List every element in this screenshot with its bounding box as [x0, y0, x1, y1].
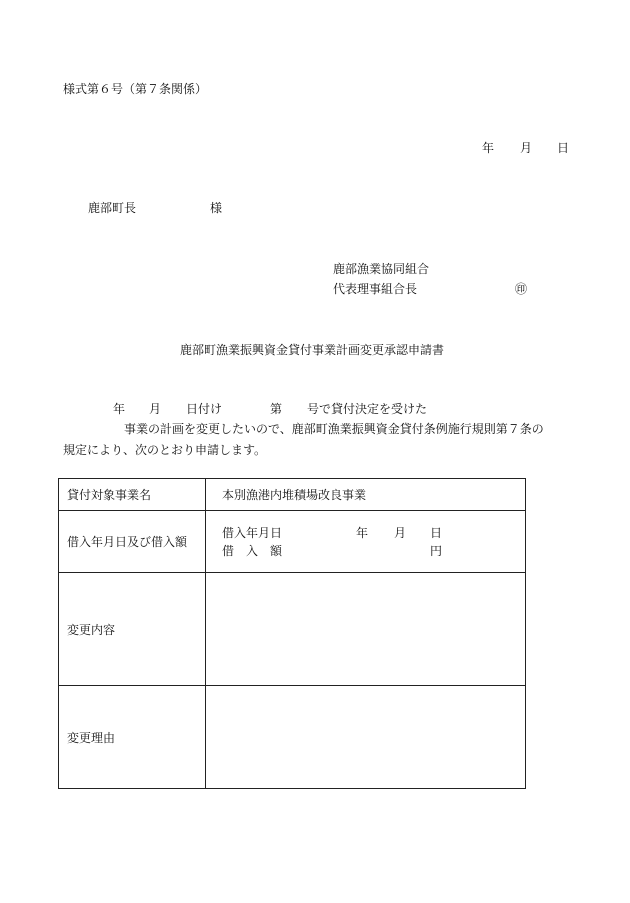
date-day: 日	[557, 141, 570, 155]
loan-amount-line	[222, 542, 525, 560]
body-line-2: 事業の計画を変更したいので、鹿部町漁業振興資金貸付条例施行規則第７条の	[124, 422, 544, 436]
loan-details	[206, 511, 526, 573]
table-row-loan	[59, 511, 526, 573]
seal-mark: ㊞	[515, 282, 528, 296]
project-label: 貸付対象事業名	[59, 479, 206, 511]
applicant-org: 鹿部漁業協同組合	[333, 262, 430, 276]
change-content-label: 変更内容	[59, 573, 206, 686]
application-table	[58, 478, 526, 789]
addressee-name: 鹿部町長	[88, 201, 137, 215]
loan-month: 月	[394, 525, 407, 540]
addressee-honorific: 様	[210, 201, 223, 215]
table-row-project	[59, 479, 526, 511]
table-row-change-reason	[59, 686, 526, 789]
loan-amount-label: 借 入 額	[222, 543, 283, 558]
decision-number-prefix: 第	[270, 402, 283, 416]
decision-year: 年	[113, 402, 126, 416]
change-content-value	[206, 573, 526, 686]
loan-year: 年	[356, 525, 369, 540]
decision-month: 月	[149, 402, 162, 416]
applicant-title: 代表理事組合長	[333, 282, 418, 296]
loan-date-line	[222, 524, 525, 542]
form-number: 様式第６号（第７条関係）	[63, 82, 208, 96]
change-reason-value	[206, 686, 526, 789]
loan-day: 日	[430, 525, 443, 540]
document-title: 鹿部町漁業振興資金貸付事業計画変更承認申請書	[180, 343, 445, 357]
loan-label: 借入年月日及び借入額	[59, 511, 206, 573]
date-year: 年	[482, 141, 495, 155]
loan-date-label: 借入年月日	[222, 525, 283, 540]
loan-amount-unit: 円	[430, 543, 443, 558]
decision-number-suffix: 号で貸付決定を受けた	[307, 402, 428, 416]
project-value: 本別漁港内堆積場改良事業	[206, 479, 526, 511]
table-row-change-content	[59, 573, 526, 686]
decision-date-suffix: 日付け	[186, 402, 223, 416]
date-month: 月	[520, 141, 533, 155]
loan-date-fields	[356, 524, 442, 542]
change-reason-label: 変更理由	[59, 686, 206, 789]
body-line-3: 規定により、次のとおり申請します。	[63, 443, 267, 457]
